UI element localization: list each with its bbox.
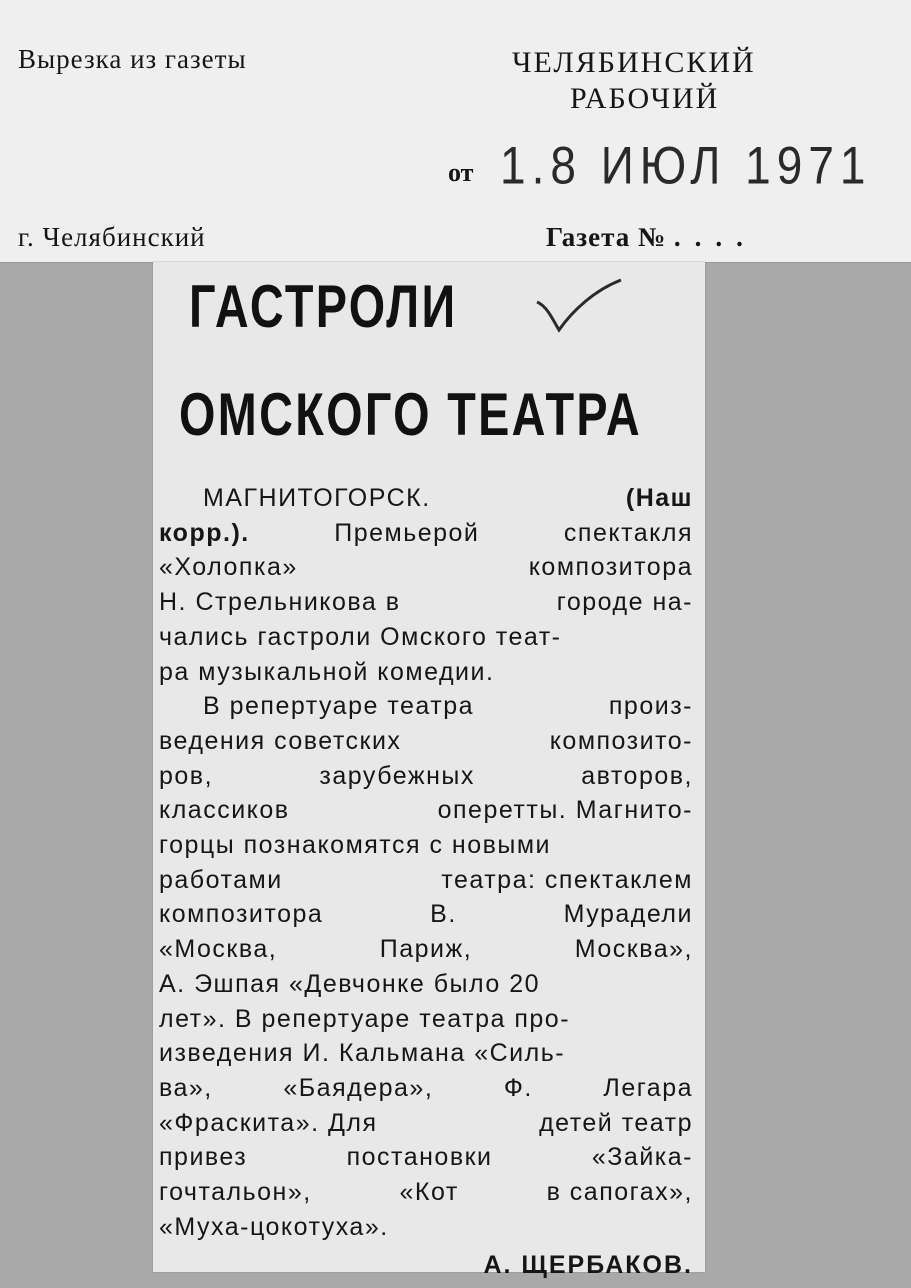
article-line-segment: композитора bbox=[159, 900, 324, 929]
article-line bbox=[159, 794, 693, 826]
article-line bbox=[159, 690, 693, 722]
article-line-segment: оперетты. Магнито- bbox=[437, 796, 693, 825]
article-line bbox=[159, 1107, 693, 1139]
article-line-segment: городе на- bbox=[556, 588, 693, 617]
article-line-segment: лет». В репертуаре театра про- bbox=[159, 1004, 571, 1033]
article-title-line2: ОМСКОГО ТЕАТРА bbox=[179, 381, 642, 448]
article-line-segment: изведения И. Кальмана «Силь- bbox=[159, 1039, 566, 1068]
article-line-segment: классиков bbox=[159, 796, 290, 825]
issue-dots: .... bbox=[673, 222, 757, 252]
cutting-label: Вырезка из газеты bbox=[18, 44, 247, 74]
newspaper-clipping bbox=[153, 262, 705, 1280]
article-line bbox=[159, 1141, 693, 1173]
article-line-segment: чались гастроли Омского теат- bbox=[159, 622, 562, 651]
article-line bbox=[159, 1176, 693, 1208]
article-line-segment: Париж, bbox=[379, 935, 473, 964]
check-mark-icon bbox=[533, 276, 625, 336]
article-line-segment: Мурадели bbox=[563, 900, 693, 929]
article-line-segment: ров, bbox=[159, 761, 214, 790]
from-label: от bbox=[448, 158, 474, 187]
article-line bbox=[159, 829, 693, 861]
article-line bbox=[159, 1211, 693, 1243]
city-label: г. Челябинский bbox=[18, 222, 206, 252]
article-line-segment: детей театр bbox=[539, 1108, 693, 1137]
article-line-segment: работами bbox=[159, 865, 283, 894]
article-line-segment: ведения советских bbox=[159, 726, 402, 755]
article-line-segment: ва», bbox=[159, 1073, 213, 1102]
article-line-segment: (Наш bbox=[625, 484, 693, 512]
article-line-segment: спектакля bbox=[563, 518, 693, 547]
article-line-segment: ра музыкальной комедии. bbox=[159, 657, 495, 686]
article-line bbox=[159, 517, 693, 549]
article-line-segment: «Москва, bbox=[159, 935, 278, 964]
article-line bbox=[159, 482, 693, 514]
newspaper-name-line2: РАБОЧИЙ bbox=[570, 82, 720, 115]
article-line-segment: Легара bbox=[603, 1073, 693, 1102]
article-line-segment: Н. Стрельникова в bbox=[159, 588, 401, 617]
article-line-segment: Премьерой bbox=[334, 518, 480, 547]
date-stamp: 1.8 ИЮЛ 1971 bbox=[500, 135, 872, 195]
article-line bbox=[159, 621, 693, 653]
article-line-segment: «Кот bbox=[399, 1178, 459, 1206]
article-line-segment: «Холопка» bbox=[159, 553, 298, 582]
article-signature-line bbox=[159, 1249, 693, 1281]
article-line bbox=[159, 898, 693, 930]
article-line-segment: композитора bbox=[528, 553, 693, 582]
article-line-segment: «Зайка- bbox=[591, 1143, 693, 1172]
article-line bbox=[159, 551, 693, 583]
article-line-segment: авторов, bbox=[581, 761, 693, 790]
article-line-segment: В репертуаре театра bbox=[203, 692, 475, 721]
article-line bbox=[159, 1003, 693, 1035]
article-line-segment: МАГНИТОГОРСК. bbox=[203, 484, 431, 512]
issue-label: Газета № bbox=[546, 222, 667, 252]
article-line-segment: «Муха-цокотуха». bbox=[159, 1212, 389, 1241]
article-line-segment: в сапогах», bbox=[546, 1178, 693, 1206]
article-line-segment: театра: спектаклем bbox=[441, 865, 693, 894]
article-line bbox=[159, 725, 693, 757]
article-line-segment: Ф. bbox=[503, 1073, 533, 1102]
article-line-segment: А. Эшпая «Девчонке было 20 bbox=[159, 969, 541, 998]
article-line-segment: «Баядера», bbox=[283, 1073, 434, 1102]
article-line-segment: привез bbox=[159, 1143, 248, 1172]
article-line-segment: зарубежных bbox=[319, 761, 475, 790]
article-line-segment: «Фраскита». Для bbox=[159, 1108, 378, 1137]
article-line-segment: произ- bbox=[608, 692, 693, 721]
article-line-segment: В. bbox=[430, 900, 457, 929]
article-line bbox=[159, 933, 693, 965]
newspaper-name-line1: ЧЕЛЯБИНСКИЙ bbox=[512, 46, 756, 79]
article-line bbox=[159, 656, 693, 688]
article-line bbox=[159, 1037, 693, 1069]
article-line bbox=[159, 586, 693, 618]
article-line bbox=[159, 968, 693, 1000]
clipping-slip bbox=[0, 0, 911, 263]
article-line-segment: гочтальон», bbox=[159, 1178, 312, 1206]
issue-field bbox=[546, 222, 757, 253]
article-title-line1: ГАСТРОЛИ bbox=[189, 273, 458, 340]
article-line bbox=[159, 1072, 693, 1104]
article-line-segment: постановки bbox=[346, 1143, 493, 1172]
article-line-segment: Москва», bbox=[574, 935, 693, 964]
article-line bbox=[159, 864, 693, 896]
article-line-segment: композито- bbox=[549, 726, 693, 755]
article-signature: А. ЩЕРБАКОВ. bbox=[483, 1251, 693, 1280]
article-line-segment: корр.). bbox=[159, 518, 250, 547]
article-line-segment: горцы познакомятся с новыми bbox=[159, 831, 552, 859]
article-line bbox=[159, 760, 693, 792]
